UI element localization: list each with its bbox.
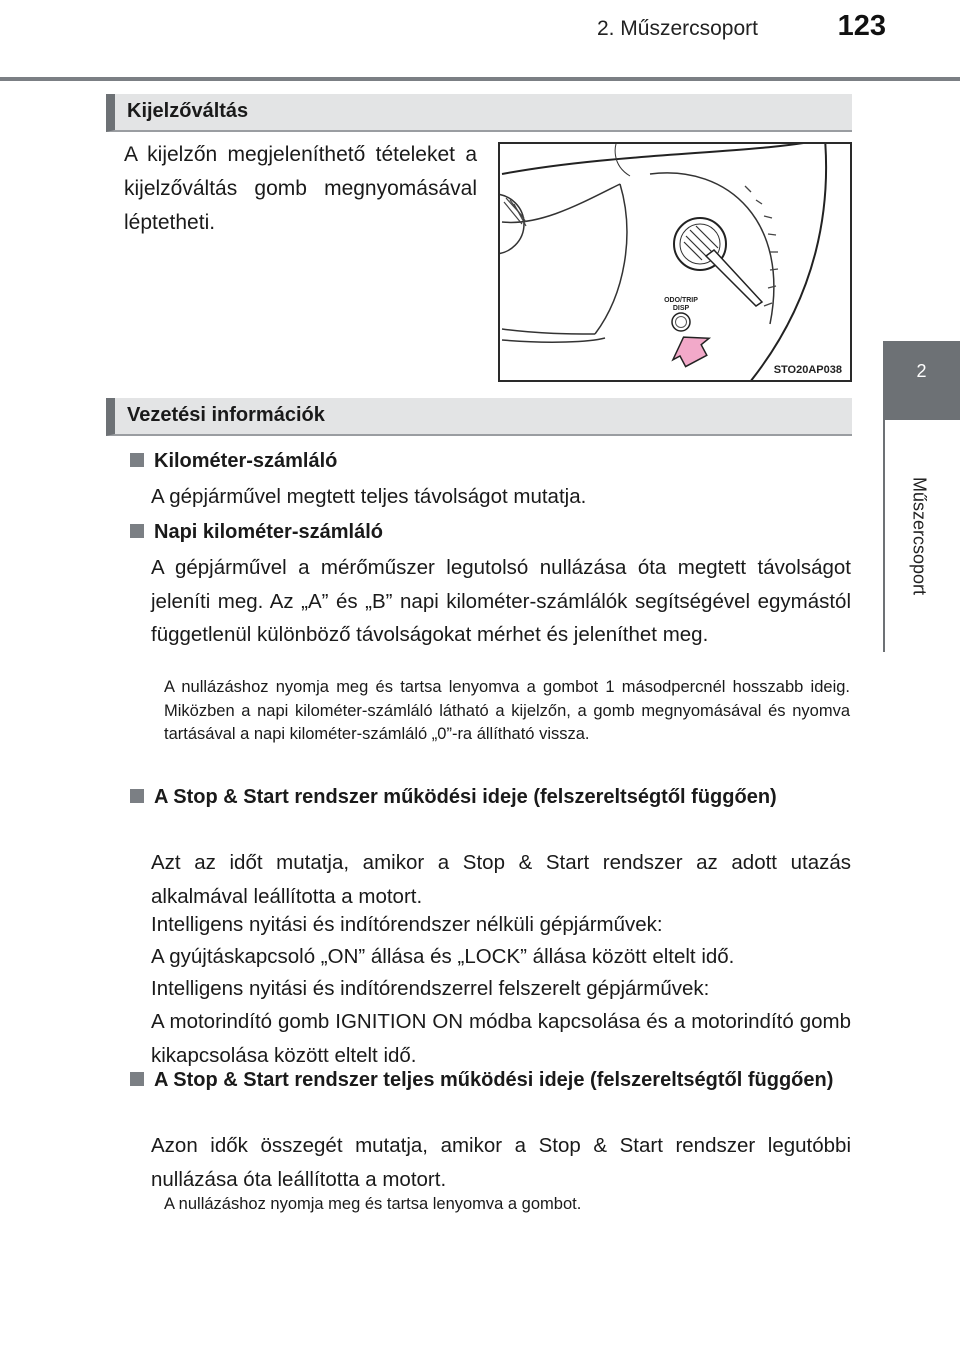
arrow-pointer-icon (666, 327, 716, 371)
item-text-odometer: A gépjárművel megtett teljes távolságot mutatja. (151, 485, 587, 508)
bullet-square-icon (130, 524, 144, 538)
stop-start-no-smart-key-text: A gyújtáskapcsoló „ON” állása és „LOCK” állása között eltelt idő. (151, 945, 735, 968)
chapter-tab-label: Műszercsoport (909, 476, 930, 596)
section-heading-display-switch: Kijelzőváltás (106, 94, 852, 132)
instrument-cluster-figure (498, 142, 852, 382)
bullet-square-icon (130, 1072, 144, 1086)
running-header-section: 2. Műszercsoport (596, 17, 758, 40)
item-text-trip-meter: A gépjárművel a mérőműszer legutolsó nullázása óta megtett távolságot jeleníti meg. Az „A” és „B” napi kilométer-számlálók segítségével egymástól függetlenül különböző távolságokat mérhet és jeleníthet meg. (151, 556, 851, 646)
bullet-square-icon (130, 789, 144, 803)
display-switch-text: A kijelzőn megjeleníthető tételeket a kijelzőváltás gomb megnyomásával léptetheti. (124, 143, 477, 234)
item-text-stop-start-total: Azon idők összegét mutatja, amikor a Stop & Start rendszer legutóbbi nullázása óta leállította a motort. (151, 1134, 851, 1191)
stop-start-no-smart-key-label: Intelligens nyitási és indítórendszer nélküli gépjárművek: (151, 913, 663, 936)
chapter-tab-number: 2 (883, 341, 960, 420)
bullet-square-icon (130, 453, 144, 467)
note-stop-start-total-reset: A nullázáshoz nyomja meg és tartsa lenyomva a gombot. (164, 1195, 582, 1213)
figure-code: STO20AP038 (773, 364, 842, 376)
section-heading-driving-info: Vezetési információk (106, 398, 852, 436)
stop-start-smart-key-text: A motorindító gomb IGNITION ON módba kapcsolása és a motorindító gomb kikapcsolása között eltelt idő. (151, 1010, 851, 1067)
item-title-stop-start-total: A Stop & Start rendszer teljes működési ideje (felszereltségtől függően) (130, 1064, 874, 1097)
figure-button-label-1: ODO/TRIP (664, 297, 698, 304)
odo-trip-button-drawing (672, 313, 690, 331)
chapter-tab (883, 420, 960, 652)
item-text-stop-start-time: Azt az időt mutatja, amikor a Stop & Start rendszer az adott utazás alkalmával leállította a motort. (151, 851, 851, 908)
item-title-stop-start-time: A Stop & Start rendszer működési ideje (felszereltségtől függően) (130, 781, 874, 814)
item-title-trip-meter: Napi kilométer-számláló (130, 516, 850, 549)
figure-button-label-2: DISP (672, 305, 690, 312)
instrument-cluster-illustration (500, 144, 852, 382)
stop-start-smart-key-label: Intelligens nyitási és indítórendszerrel felszerelt gépjárművek: (151, 977, 710, 1000)
note-trip-meter-reset: A nullázáshoz nyomja meg és tartsa lenyomva a gombot 1 másodpercnél hosszabb ideig. Miközben a napi kilométer-számláló látható a kijelzőn, a gomb megnyomásával és nyomva tartásával a napi kilométer-számláló „0”-ra állítható vissza. (164, 678, 850, 743)
header-rule (0, 77, 960, 81)
page-number: 123 (837, 10, 886, 42)
item-title-odometer: Kilométer-számláló (130, 445, 850, 478)
